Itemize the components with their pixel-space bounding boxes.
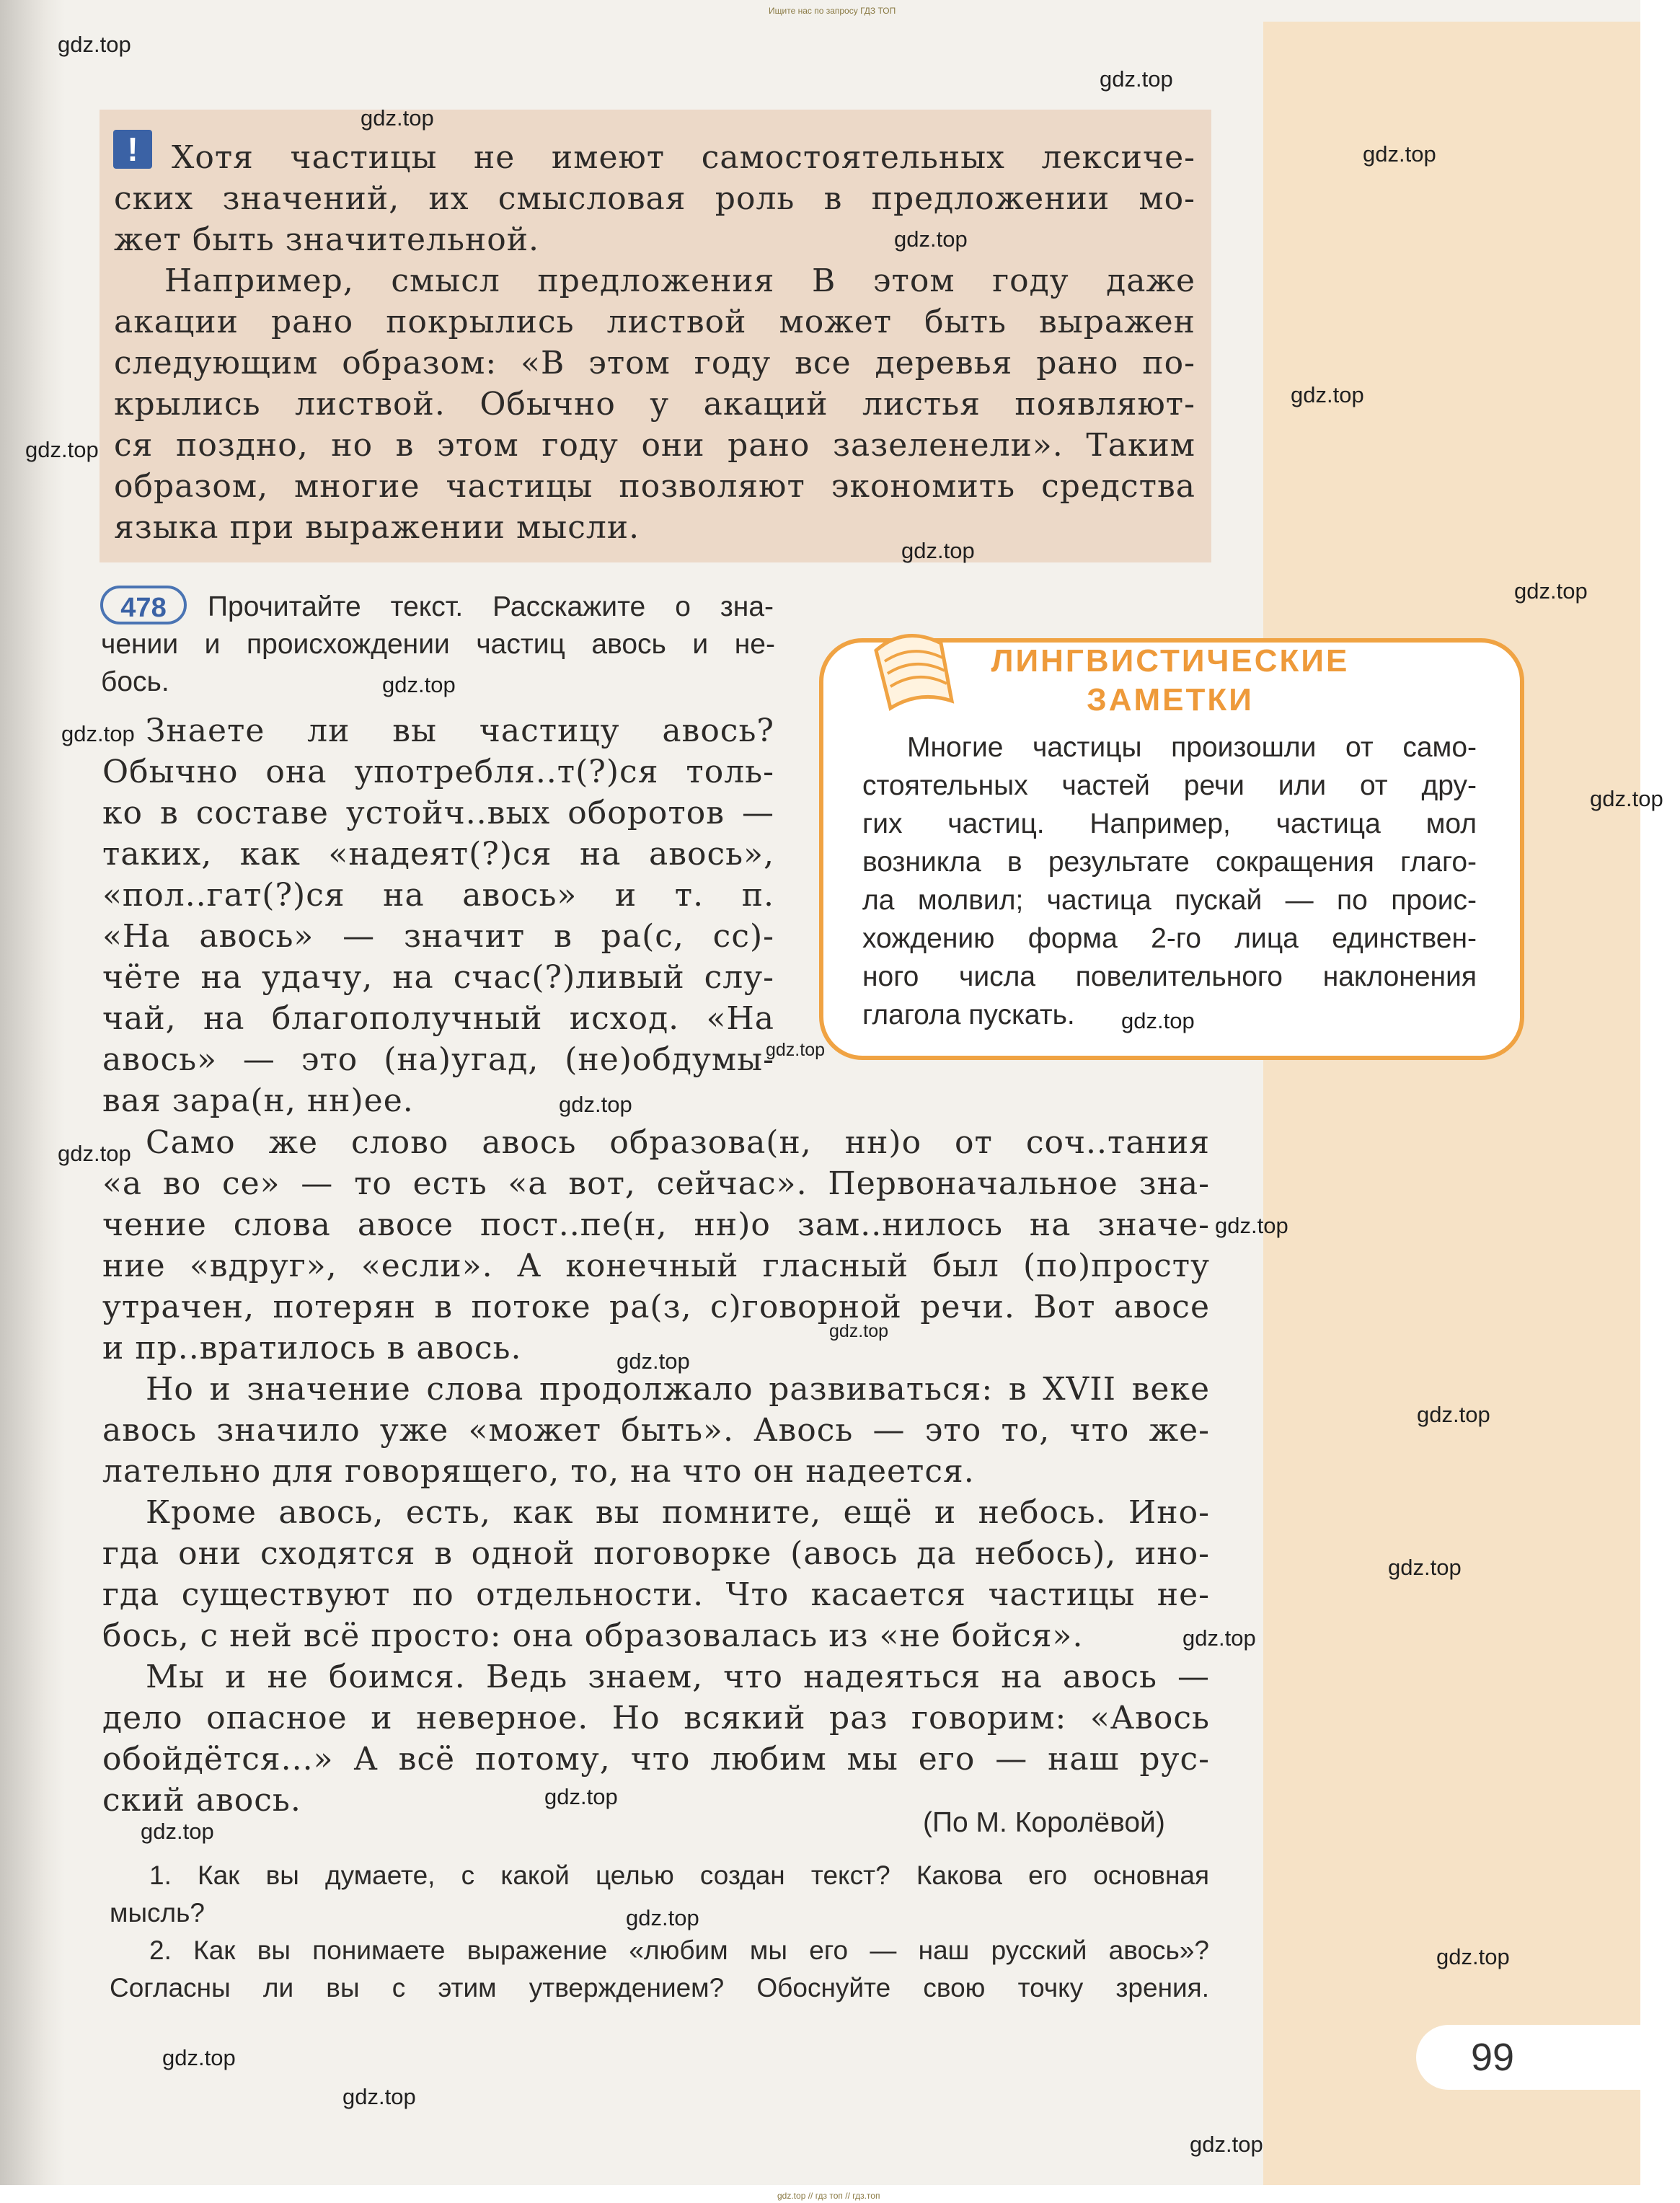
text-line: «На авось» — значит в ра(с, сс)- — [102, 918, 774, 955]
watermark: gdz.top — [58, 32, 131, 57]
watermark: gdz.top — [25, 437, 99, 462]
text-line: Обычно она употребля..т(?)ся толь- — [102, 754, 774, 790]
watermark: gdz.top — [361, 105, 434, 131]
text-line: Знаете ли вы частицу авось? — [146, 712, 774, 749]
watermark: gdz.top — [901, 538, 975, 563]
text-line: Само же слово авось образова(н, нн)о от соч..тания — [146, 1124, 1210, 1161]
watermark: gdz.top — [1190, 2132, 1263, 2157]
rule-line: жет быть значительной. — [114, 221, 540, 258]
watermark: gdz.top — [1388, 1555, 1462, 1580]
watermark: gdz.top — [58, 1141, 131, 1166]
watermark: gdz.top — [559, 1092, 632, 1117]
text-line: утрачен, потерян в потоке ра(з, с)говорной речи. Вот авосе — [102, 1289, 1210, 1325]
page-number: 99 — [1471, 2036, 1515, 2079]
question-line: Согласны ли вы с этим утверждением? Обоснуйте свою точку зрения. — [110, 1973, 1209, 2003]
watermark: gdz.top — [61, 721, 135, 746]
watermark: gdz.top — [626, 1905, 699, 1930]
text-line: бось, с ней всё просто: она образовалась из «не бойся». — [102, 1617, 1084, 1654]
page-number-tab — [1416, 2025, 1640, 2090]
text-line: таких, как «надеят(?)ся на авось», — [102, 836, 774, 873]
text-line: обойдётся...» А всё потому, что любим мы его — наш рус- — [102, 1741, 1210, 1778]
watermark: gdz.top — [382, 672, 456, 697]
question-line: 2. Как вы понимаете выражение «любим мы его — наш русский авось»? — [149, 1935, 1209, 1965]
rule-line: образом, многие частицы позволяют экономить средства — [114, 468, 1195, 505]
text-line: и пр..вратилось в авось. — [102, 1330, 522, 1367]
text-line: чай, на благополучный исход. «На — [102, 1000, 774, 1037]
text-line: ко в составе устойч..вых оборотов — — [102, 795, 774, 831]
instruction-line: Прочитайте текст. Расскажите о зна- — [208, 591, 774, 622]
text-line: чение слова авосе пост..пе(н, нн)о зам..нилось на значе- — [102, 1206, 1210, 1243]
instruction-line: чении и происхождении частиц авось и не- — [101, 629, 775, 660]
rule-line: Хотя частицы не имеют самостоятельных лексиче- — [172, 139, 1195, 176]
rule-line: ся поздно, но в этом году они рано зазеленели». Таким — [114, 427, 1195, 464]
watermark: gdz.top — [1100, 66, 1173, 92]
note-line: ла молвил; частица пускай — по проис- — [862, 885, 1477, 916]
text-line: авось значило уже «может быть». Авось — это то, что же- — [102, 1412, 1210, 1449]
margin-strip — [1263, 22, 1640, 2185]
watermark: gdz.top — [162, 2045, 236, 2070]
rule-line: Например, смысл предложения В этом году даже — [164, 262, 1195, 299]
footer-note: gdz.top // гдз топ // гдз.топ — [777, 2191, 880, 2201]
text-line: «а во се» — то есть «а вот, сейчас». Первоначальное зна- — [102, 1165, 1210, 1202]
exclamation-icon: ! — [113, 130, 152, 169]
watermark: gdz.top — [1182, 1625, 1256, 1651]
instruction-line: бось. — [101, 666, 169, 697]
text-line: чёте на удачу, на счас(?)ливый слу- — [102, 959, 774, 996]
watermark: gdz.top — [1121, 1008, 1195, 1033]
note-line: стоятельных частей речи или от дру- — [862, 770, 1477, 801]
note-line: гих частиц. Например, частица мол — [862, 808, 1477, 839]
rule-line: акации рано покрылись листвой может быть выражен — [114, 304, 1195, 340]
watermark: gdz.top — [1590, 786, 1663, 811]
text-line: ский авось. — [102, 1782, 301, 1819]
rule-line: следующим образом: «В этом году все деревья рано по- — [114, 345, 1195, 381]
watermark: gdz.top — [1514, 578, 1588, 604]
text-line: ние «вдруг», «если». А конечный гласный был (по)просту — [102, 1248, 1210, 1284]
notebook-icon — [862, 622, 970, 730]
watermark: gdz.top — [544, 1784, 618, 1809]
text-line: гда существуют по отдельности. Что касается частицы не- — [102, 1576, 1210, 1613]
notes-title — [965, 642, 1376, 720]
watermark: gdz.top — [141, 1819, 214, 1844]
notes-title-line: ЛИНГВИСТИЧЕСКИЕ — [991, 643, 1350, 679]
watermark: gdz.top — [1363, 141, 1436, 167]
note-line: ного числа повелительного наклонения — [862, 961, 1477, 992]
watermark: gdz.top — [1417, 1402, 1490, 1427]
watermark: gdz.top — [829, 1321, 889, 1341]
header-note: Ищите нас по запросу ГДЗ ТОП — [769, 6, 896, 16]
notes-title-line: ЗАМЕТКИ — [1087, 682, 1254, 718]
question-line: мысль? — [110, 1898, 205, 1928]
watermark: gdz.top — [1436, 1944, 1510, 1969]
note-line: возникла в результате сокращения глаго- — [862, 847, 1477, 878]
watermark: gdz.top — [894, 226, 968, 252]
rule-line: ских значений, их смысловая роль в предложении мо- — [114, 180, 1195, 217]
text-line: лательно для говорящего, то, на что он надеется. — [102, 1453, 975, 1490]
watermark: gdz.top — [342, 2084, 416, 2109]
rule-line: языка при выражении мысли. — [114, 509, 640, 546]
text-line: дело опасное и неверное. Но всякий раз говорим: «Авось — [102, 1700, 1210, 1736]
text-line: Кроме авось, есть, как вы помните, ещё и небось. Ино- — [146, 1494, 1210, 1531]
watermark: gdz.top — [616, 1348, 690, 1374]
exercise-number-badge: 478 — [100, 586, 187, 624]
text-line: Мы и не боимся. Ведь знаем, что надеяться на авось — — [146, 1659, 1210, 1695]
watermark: gdz.top — [1215, 1213, 1288, 1238]
watermark: gdz.top — [766, 1040, 826, 1060]
text-line: авось» — это (на)угад, (не)обдумы- — [102, 1041, 774, 1078]
note-line: хождению форма 2-го лица единствен- — [862, 923, 1477, 954]
text-line: «пол..гат(?)ся на авось» и т. п. — [102, 877, 774, 914]
author-attribution: (По М. Королёвой) — [923, 1807, 1165, 1838]
book-spine-shadow — [0, 0, 65, 2185]
note-line: глагола пускать. — [862, 999, 1075, 1030]
text-line: Но и значение слова продолжало развиваться: в XVII веке — [146, 1371, 1210, 1408]
text-line: гда они сходятся в одной поговорке (авось да небось), ино- — [102, 1535, 1210, 1572]
text-line: вая зара(н, нн)ее. — [102, 1082, 414, 1119]
note-line: Многие частицы произошли от само- — [907, 732, 1477, 763]
watermark: gdz.top — [1291, 382, 1364, 407]
rule-line: крылись листвой. Обычно у акаций листья появляют- — [114, 386, 1195, 423]
question-line: 1. Как вы думаете, с какой целью создан текст? Какова его основная — [149, 1860, 1209, 1890]
